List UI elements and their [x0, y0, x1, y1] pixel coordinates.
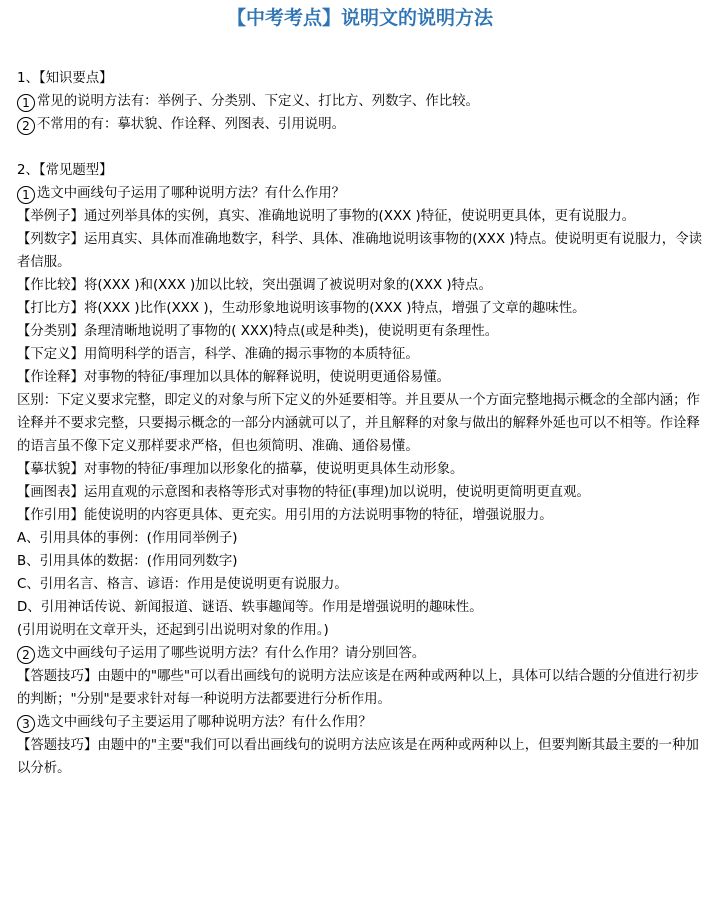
answer-tip-2: 【答题技巧】由题中的"哪些"可以看出画线句的说明方法应该是在两种或两种以上，具体可以结合题的分值进行初步的判断；"分别"是要求针对每一种说明方法都要进行分析作用。	[17, 669, 699, 707]
question-1	[17, 182, 712, 205]
method-analogy: 【打比方】将(XXX )比作(XXX )，生动形象地说明该事物的(XXX )特点，增强了文章的趣味性。	[17, 301, 586, 316]
definition-vs-interpretation: 区别：下定义要求完整，即定义的对象与所下定义的外延要相等。并且要从一个方面完整地揭示概念的全部内涵；作诠释并不要求完整，只要揭示概念的一部分内涵就可以了，并且解释的对象与做出的解释外延也可以不相等。作诠释的语言虽不像下定义那样要求严格，但也须简明、准确、通俗易懂。	[17, 393, 700, 454]
question-2	[17, 642, 712, 665]
method-numbers: 【列数字】运用真实、具体而准确地数字，科学、具体、准确地说明该事物的(XXX )特点。使说明更有说服力，令读者信服。	[17, 232, 702, 270]
knowledge-item-2	[17, 113, 712, 136]
section-heading-knowledge: 1、【知识要点】	[17, 71, 113, 86]
quotation-type-a: A、引用具体的事例：(作用同举例子)	[17, 531, 238, 546]
method-definition: 【下定义】用简明科学的语言，科学、准确的揭示事物的本质特征。	[17, 347, 419, 362]
question-text: 选文中画线句子运用了哪些说明方法？有什么作用？请分别回答。	[37, 646, 426, 661]
circled-number: 1	[17, 94, 35, 112]
page-title: 【中考考点】说明文的说明方法	[226, 7, 493, 29]
circled-number: 1	[17, 186, 35, 204]
quotation-note: (引用说明在文章开头，还起到引出说明对象的作用。)	[17, 623, 329, 638]
question-text: 选文中画线句子主要运用了哪种说明方法？有什么作用？	[37, 715, 372, 730]
quotation-type-c: C、引用名言、格言、谚语：作用是使说明更有说服力。	[17, 577, 348, 592]
document-body	[17, 67, 712, 780]
answer-tip-3: 【答题技巧】由题中的"主要"我们可以看出画线句的说明方法应该是在两种或两种以上，但要判断其最主要的一种加以分析。	[17, 738, 699, 776]
method-comparison: 【作比较】将(XXX )和(XXX )加以比较，突出强调了被说明对象的(XXX )特点。	[17, 278, 492, 293]
method-description: 【摹状貌】对事物的特征/事理加以形象化的描摹，使说明更具体生动形象。	[17, 462, 464, 477]
method-interpretation: 【作诠释】对事物的特征/事理加以具体的解释说明，使说明更通俗易懂。	[17, 370, 451, 385]
circled-number: 3	[17, 715, 35, 733]
method-classification: 【分类别】条理清晰地说明了事物的( XXX)特点(或是种类)，使说明更有条理性。	[17, 324, 499, 339]
section-heading-question-types: 2、【常见题型】	[17, 163, 113, 178]
quotation-type-d: D、引用神话传说、新闻报道、谜语、轶事趣闻等。作用是增强说明的趣味性。	[17, 600, 483, 615]
quotation-type-b: B、引用具体的数据：(作用同列数字)	[17, 554, 238, 569]
knowledge-item-1	[17, 90, 712, 113]
method-charts: 【画图表】运用直观的示意图和表格等形式对事物的特征(事理)加以说明，使说明更简明更直观。	[17, 485, 590, 500]
question-3	[17, 711, 712, 734]
knowledge-item-text: 不常用的有：摹状貌、作诠释、列图表、引用说明。	[37, 117, 345, 132]
paragraph-gap	[17, 136, 712, 159]
question-text: 选文中画线句子运用了哪种说明方法？有什么作用？	[37, 186, 345, 201]
circled-number: 2	[17, 646, 35, 664]
knowledge-item-text: 常见的说明方法有：举例子、分类别、下定义、打比方、列数字、作比较。	[37, 94, 479, 109]
method-example: 【举例子】通过列举具体的实例，真实、准确地说明了事物的(XXX )特征，使说明更具体，更有说服力。	[17, 209, 636, 224]
method-quotation: 【作引用】能使说明的内容更具体、更充实。用引用的方法说明事物的特征，增强说服力。	[17, 508, 553, 523]
circled-number: 2	[17, 117, 35, 135]
